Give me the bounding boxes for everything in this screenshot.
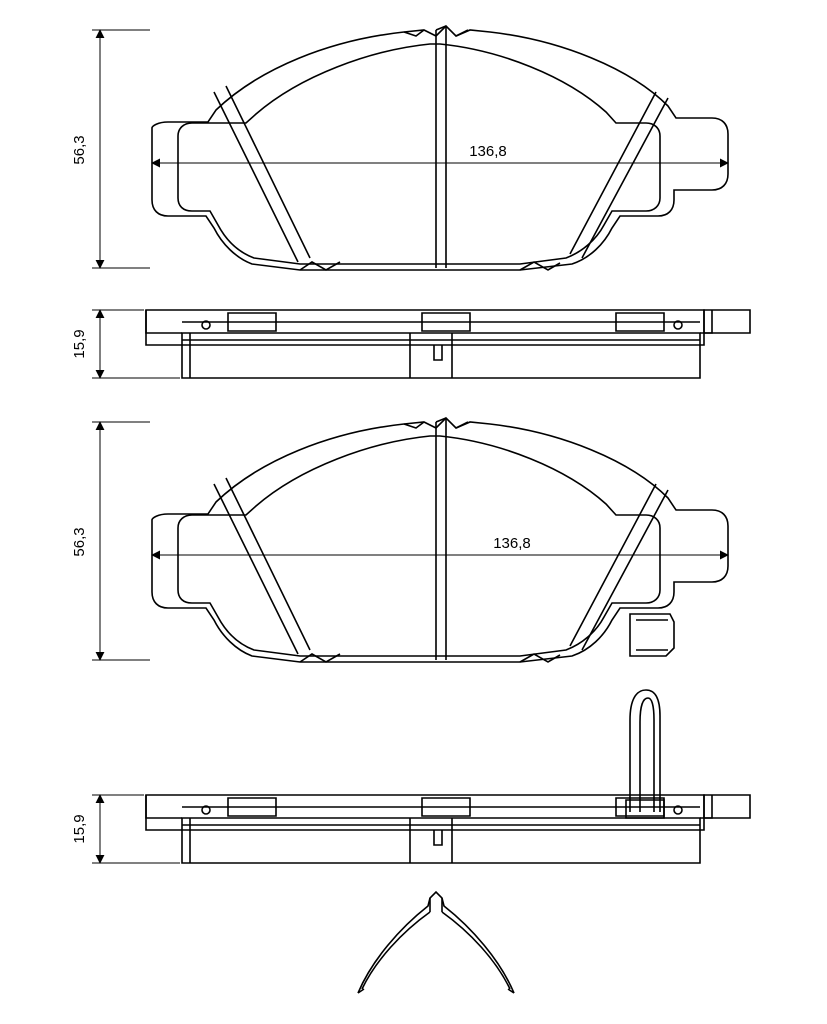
edge-right-cap (700, 310, 712, 333)
edge-top-lip-left (146, 310, 182, 333)
dimension-lower-edge-height (92, 795, 180, 863)
left-chamfer-slot (214, 86, 310, 262)
edge2-center-notch (434, 830, 442, 845)
center-slot (436, 26, 446, 268)
dimension-label-pad1-width: 136,8 (469, 143, 507, 160)
top-notch-right (456, 30, 468, 36)
dimension-label-pad2-width: 136,8 (493, 535, 531, 552)
view-lower-pad-face (152, 418, 728, 662)
pad2-wear-sensor-tab-inner (636, 620, 668, 650)
pad2-friction-material-outline (178, 436, 660, 656)
view-upper-pad-edge (146, 310, 750, 378)
dimension-label-pad1-edge-height: 15,9 (71, 329, 88, 359)
dimension-label-pad1-height: 56,3 (71, 135, 88, 165)
friction-material-outline (178, 44, 660, 264)
edge2-top-lip-left (146, 795, 182, 818)
view-lower-pad-edge (146, 690, 750, 863)
dimension-label-pad2-height: 56,3 (71, 527, 88, 557)
dimension-upper-pad-height (92, 30, 150, 268)
edge2-top-lip-right (704, 795, 750, 818)
pad2-right-chamfer-slot (570, 484, 668, 650)
edge2-right-cap (700, 795, 712, 818)
view-retaining-spring-clip (358, 892, 514, 993)
wear-sensor-wire (630, 690, 660, 812)
spring-clip-apex (430, 898, 442, 912)
dimension-upper-edge-height (92, 310, 180, 378)
view-upper-pad-face (152, 26, 728, 270)
pad2-center-slot (436, 418, 446, 660)
pad2-left-chamfer-slot (214, 478, 310, 654)
pad2-top-notch-right (456, 422, 468, 428)
right-chamfer-slot (570, 92, 668, 258)
edge-center-notch (434, 345, 442, 360)
dimension-lower-pad-height (92, 422, 150, 660)
dimension-label-pad2-edge-height: 15,9 (71, 814, 88, 844)
spring-clip-outline (358, 892, 514, 993)
edge-top-lip-right (704, 310, 750, 333)
